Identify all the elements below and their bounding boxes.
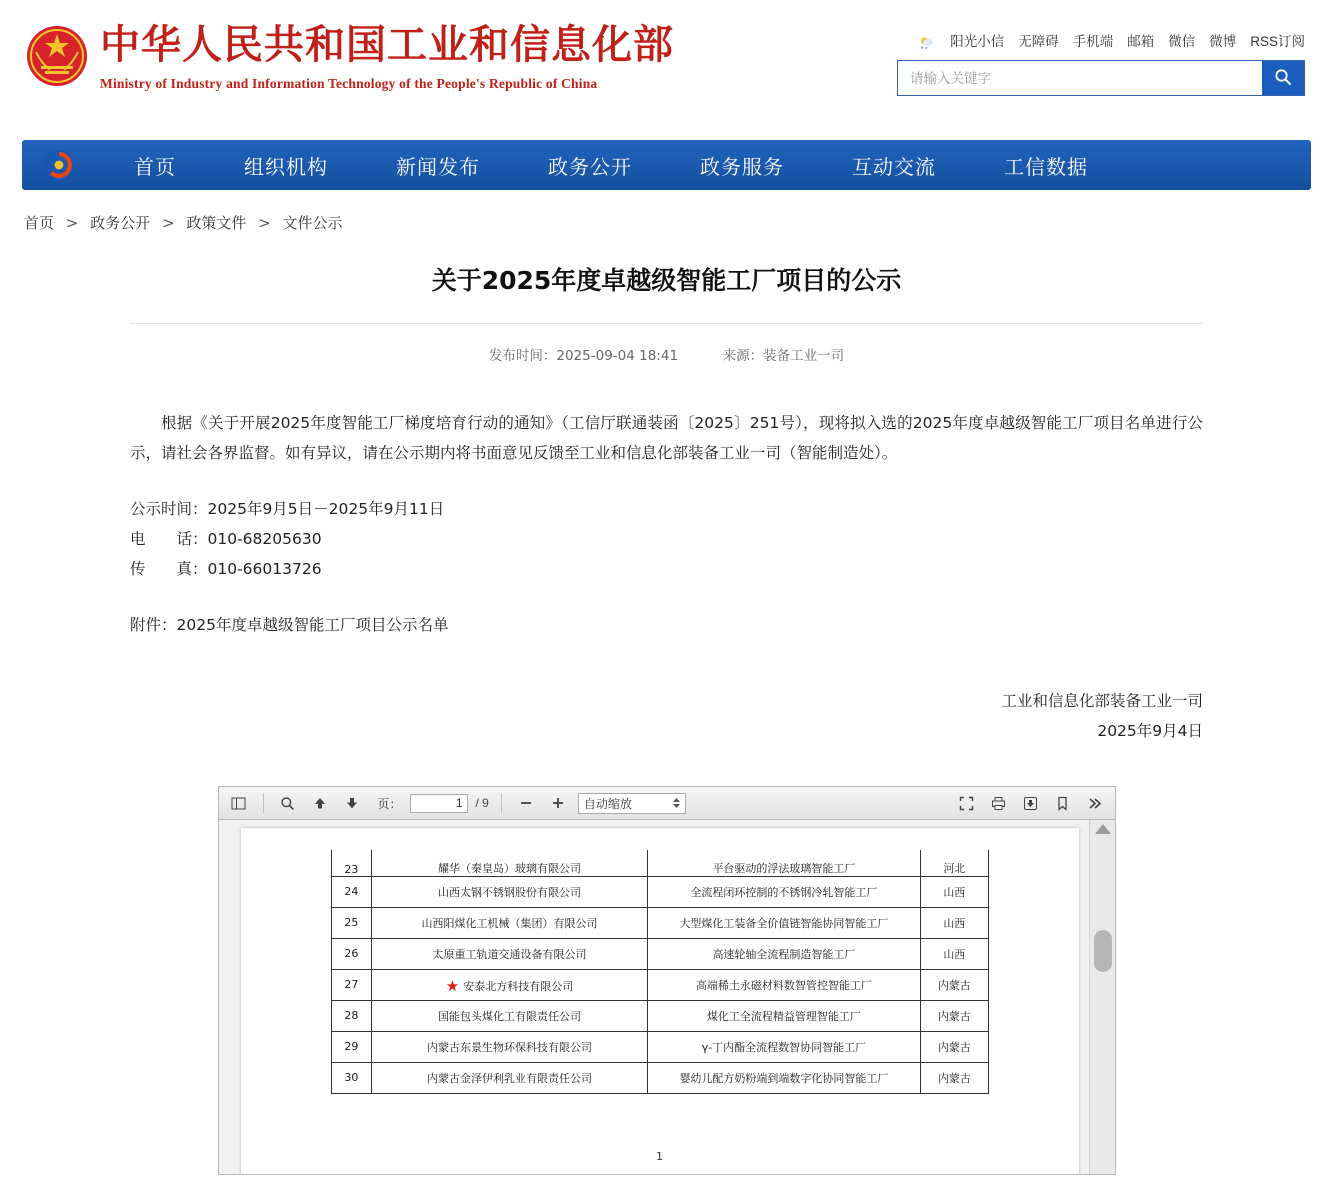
pdf-toolbar xyxy=(218,786,1116,820)
breadcrumb-item-public-notice[interactable]: 文件公示 xyxy=(282,214,343,232)
publish-time-value: 2025-09-04 18:41 xyxy=(556,348,679,364)
fax-line: 传 真：010-66013726 xyxy=(130,560,322,578)
top-link-weibo[interactable]: 微博 xyxy=(1209,34,1237,49)
bookmark-icon[interactable] xyxy=(1051,792,1075,814)
nav-items xyxy=(100,151,1311,180)
presentation-fullscreen-icon[interactable] xyxy=(955,792,979,814)
cell-region: 内蒙古 xyxy=(921,1000,988,1031)
signature-department: 工业和信息化部装备工业一司 xyxy=(1001,692,1203,710)
site-logo-text xyxy=(100,20,674,92)
nav-item-data[interactable]: 工信数据 xyxy=(1004,154,1088,179)
cell-project: γ-丁内酯全流程数智协同智能工厂 xyxy=(647,1031,920,1062)
pdf-scrollbar[interactable] xyxy=(1089,820,1115,1174)
nav-item-news[interactable]: 新闻发布 xyxy=(396,154,480,179)
article-paragraph-1: 根据《关于开展2025年度智能工厂梯度培育行动的通知》（工信厅联通装函〔2025〕251号），现将拟入选的2025年度卓越级智能工厂项目名单进行公示，请社会各界监督。如有异议，请在公示期内将书面意见反馈至工业和信息化部装备工业一司（智能制造处）。 xyxy=(130,414,1203,462)
star-icon: ★ xyxy=(445,976,460,995)
table-row xyxy=(331,876,988,907)
cell-region: 山西 xyxy=(921,876,988,907)
scroll-up-arrow-icon[interactable] xyxy=(1095,824,1111,834)
pdf-page xyxy=(241,828,1079,1175)
site-title-cn: 中华人民共和国工业和信息化部 xyxy=(100,22,674,68)
top-link-wechat[interactable]: 微信 xyxy=(1168,34,1196,49)
table-row xyxy=(331,969,988,1000)
cell-company: 内蒙古东景生物环保科技有限公司 xyxy=(372,1031,647,1062)
notice-period-line: 公示时间：2025年9月5日－2025年9月11日 xyxy=(130,500,445,518)
prev-page-arrow-up-icon[interactable] xyxy=(308,792,332,814)
sidebar-toggle-icon[interactable] xyxy=(227,792,251,814)
cell-no: 25 xyxy=(331,907,372,938)
national-emblem-icon xyxy=(22,22,92,92)
cell-company xyxy=(372,969,647,1000)
zoom-select-value: 自动缩放 xyxy=(583,796,632,811)
attachment-line[interactable]: 附件：2025年度卓越级智能工厂项目公示名单 xyxy=(130,616,449,634)
cell-company: 内蒙古金泽伊利乳业有限责任公司 xyxy=(372,1062,647,1093)
source-value: 装备工业一司 xyxy=(763,348,845,364)
table-row xyxy=(331,1000,988,1031)
cell-region: 山西 xyxy=(921,938,988,969)
nav-item-home[interactable]: 首页 xyxy=(134,154,176,179)
cell-project: 全流程闭环控制的不锈钢冷轧智能工厂 xyxy=(647,876,920,907)
zoom-select[interactable] xyxy=(578,793,686,814)
breadcrumb-item-home[interactable]: 首页 xyxy=(24,214,55,232)
cell-project: 高端稀土永磁材料数智管控智能工厂 xyxy=(647,969,920,1000)
signature-block xyxy=(130,686,1203,746)
nav-item-government-openness[interactable]: 政务公开 xyxy=(548,154,632,179)
miit-emblem-icon xyxy=(40,146,78,184)
cell-no: 24 xyxy=(331,876,372,907)
cell-region: 内蒙古 xyxy=(921,1062,988,1093)
publish-time-label: 发布时间： xyxy=(488,348,557,364)
cell-project: 婴幼儿配方奶粉端到端数字化协同智能工厂 xyxy=(647,1062,920,1093)
breadcrumb-item-policy-docs[interactable]: 政策文件 xyxy=(186,214,247,232)
page-title: 关于2025年度卓越级智能工厂项目的公示 xyxy=(130,261,1203,324)
cell-company: 山西阳煤化工机械（集团）有限公司 xyxy=(372,907,647,938)
cell-company: 国能包头煤化工有限责任公司 xyxy=(372,1000,647,1031)
breadcrumb-separator: > xyxy=(161,214,175,232)
cell-no: 28 xyxy=(331,1000,372,1031)
zoom-in-plus-icon[interactable] xyxy=(546,792,570,814)
cell-project: 大型煤化工装备全价值链智能协同智能工厂 xyxy=(647,907,920,938)
top-links xyxy=(919,30,1305,50)
pdf-body xyxy=(218,820,1116,1175)
cell-region: 河北 xyxy=(921,850,988,876)
more-tools-chevron-double-right-icon[interactable] xyxy=(1083,792,1107,814)
cell-company: 山西太钢不锈钢股份有限公司 xyxy=(372,876,647,907)
table-row xyxy=(331,907,988,938)
site-header xyxy=(0,0,1333,118)
top-link-mail[interactable]: 邮箱 xyxy=(1127,34,1155,49)
search-box xyxy=(897,60,1305,96)
find-search-icon[interactable] xyxy=(276,792,300,814)
print-icon[interactable] xyxy=(987,792,1011,814)
zoom-out-minus-icon[interactable] xyxy=(514,792,538,814)
pdf-page-number: 1 xyxy=(656,1149,663,1163)
factory-list-table xyxy=(331,850,989,1094)
chevron-updown-icon xyxy=(672,796,685,810)
nav-item-organization[interactable]: 组织机构 xyxy=(244,154,328,179)
scrollbar-thumb[interactable] xyxy=(1094,930,1112,972)
cell-no: 30 xyxy=(331,1062,372,1093)
search-input[interactable] xyxy=(898,61,1262,95)
cell-no: 23 xyxy=(331,850,372,876)
cell-company-text: 安泰北方科技有限公司 xyxy=(463,979,574,993)
cell-region: 内蒙古 xyxy=(921,1031,988,1062)
article-meta xyxy=(130,344,1203,364)
cell-no: 27 xyxy=(331,969,372,1000)
cell-no: 26 xyxy=(331,938,372,969)
page-label: 页： xyxy=(377,796,402,811)
telephone-line: 电 话：010-68205630 xyxy=(130,530,322,548)
search-icon xyxy=(1274,68,1292,89)
cell-company: 耀华（秦皇岛）玻璃有限公司 xyxy=(372,850,647,876)
cell-project: 平台驱动的浮法玻璃智能工厂 xyxy=(647,850,920,876)
cell-region: 山西 xyxy=(921,907,988,938)
source-label: 来源： xyxy=(722,348,764,364)
pdf-viewer xyxy=(218,786,1116,1175)
top-link-accessibility[interactable]: 无障碍 xyxy=(1018,34,1059,49)
breadcrumb-separator: > xyxy=(258,214,271,232)
table-row xyxy=(331,850,988,876)
cell-project: 煤化工全流程精益管理智能工厂 xyxy=(647,1000,920,1031)
breadcrumb xyxy=(24,212,1333,233)
search-button[interactable] xyxy=(1262,61,1304,95)
cell-company: 太原重工轨道交通设备有限公司 xyxy=(372,938,647,969)
top-link-sunshine[interactable]: 阳光小信 xyxy=(950,34,1005,49)
table-row xyxy=(331,1062,988,1093)
main-nav xyxy=(22,140,1311,190)
page-total: / 9 xyxy=(475,796,489,810)
page-input[interactable] xyxy=(410,794,468,813)
nav-item-government-services[interactable]: 政务服务 xyxy=(700,154,784,179)
nav-item-interaction[interactable]: 互动交流 xyxy=(852,154,936,179)
table-row xyxy=(331,1031,988,1062)
breadcrumb-separator: > xyxy=(65,214,79,232)
breadcrumb-item-openness[interactable]: 政务公开 xyxy=(90,214,151,232)
cell-no: 29 xyxy=(331,1031,372,1062)
site-title-en: Ministry of Industry and Information Technology of the People's Republic of China xyxy=(100,76,598,91)
cell-project: 高速轮轴全流程制造智能工厂 xyxy=(647,938,920,969)
signature-date: 2025年9月4日 xyxy=(1097,722,1203,740)
table-row xyxy=(331,938,988,969)
next-page-arrow-down-icon[interactable] xyxy=(340,792,364,814)
article-body xyxy=(130,408,1203,746)
top-link-mobile[interactable]: 手机端 xyxy=(1072,34,1114,49)
article xyxy=(130,261,1203,746)
cell-region: 内蒙古 xyxy=(921,969,988,1000)
sun-icon xyxy=(919,35,934,50)
download-icon[interactable] xyxy=(1019,792,1043,814)
top-link-rss[interactable]: RSS订阅 xyxy=(1250,34,1305,49)
